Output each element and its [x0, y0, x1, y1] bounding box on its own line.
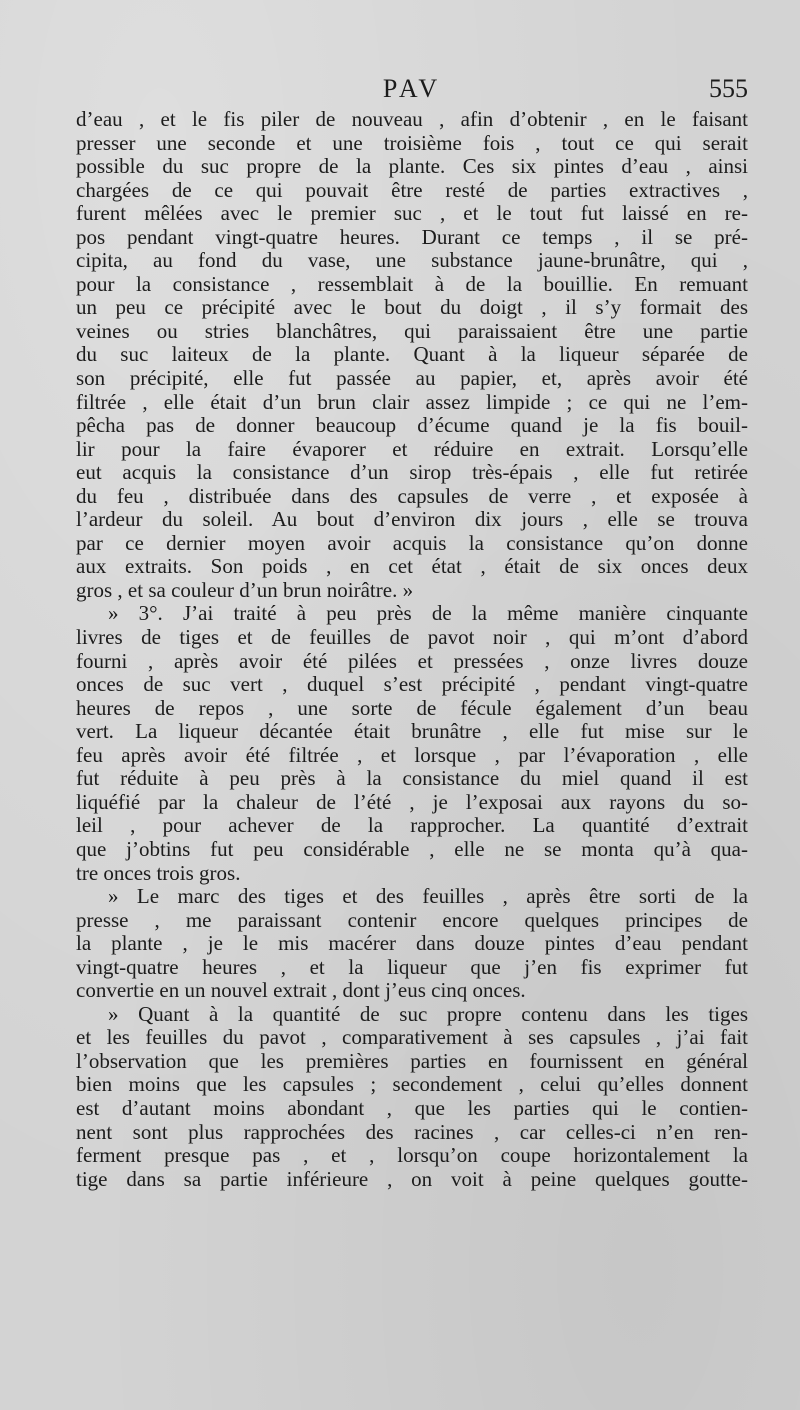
text-line: la plante , je le mis macérer dans douze pintes d’eau pendant — [76, 931, 748, 956]
text-line: vert. La liqueur décantée était brunâtre , elle fut mise sur le — [76, 719, 748, 744]
text-line: cipita, au fond du vase, une substance jaune-brunâtre, qui , — [76, 248, 748, 273]
text-line: filtrée , elle était d’un brun clair assez limpide ; ce qui ne l’em- — [76, 389, 748, 414]
text-line: lir pour la faire évaporer et réduire en extrait. Lorsqu’elle — [76, 436, 748, 461]
text-line: tige dans sa partie inférieure , on voit à peine quelques goutte- — [76, 1166, 748, 1191]
text-line: feu après avoir été filtrée , et lorsque , par l’évaporation , elle — [76, 742, 748, 767]
text-line: eut acquis la consistance d’un sirop très-épais , elle fut retirée — [76, 460, 748, 485]
body-text — [76, 108, 748, 1191]
text-line: vingt-quatre heures , et la liqueur que j’en fis exprimer fut — [76, 954, 748, 979]
text-line: l’observation que les premières parties en fournissent en général — [76, 1048, 748, 1073]
text-line: presser une seconde et une troisième fois , tout ce qui serait — [76, 130, 748, 155]
text-line: son précipité, elle fut passée au papier, et, après avoir été — [76, 366, 748, 391]
running-head: PAV — [382, 74, 442, 103]
text-line: pour la consistance , ressemblait à de la bouillie. En remuant — [76, 271, 748, 296]
text-line: » Le marc des tiges et des feuilles , après être sorti de la — [108, 884, 748, 909]
text-line: ferment presque pas , et , lorsqu’on coupe horizontalement la — [76, 1143, 748, 1168]
text-line: heures de repos , une sorte de fécule également d’un beau — [76, 695, 748, 720]
text-line: convertie en un nouvel extrait , dont j’eus cinq onces. — [76, 978, 526, 1003]
text-line: » 3°. J’ai traité à peu près de la même manière cinquante — [108, 601, 748, 626]
text-line: livres de tiges et de feuilles de pavot noir , qui m’ont d’abord — [76, 625, 748, 650]
page-number: 555 — [709, 74, 748, 103]
text-line: presse , me paraissant contenir encore quelques principes de — [76, 907, 748, 932]
text-line: un peu ce précipité avec le bout du doigt , il s’y formait des — [76, 295, 748, 320]
text-line: veines ou stries blanchâtres, qui paraissaient être une partie — [76, 318, 748, 343]
text-line: du suc laiteux de la plante. Quant à la liqueur séparée de — [76, 342, 748, 367]
text-line: que j’obtins fut peu considérable , elle ne se monta qu’à qua- — [76, 836, 748, 861]
text-line: furent mêlées avec le premier suc , et le tout fut laissé en re- — [76, 201, 748, 226]
page-header — [76, 74, 748, 106]
text-line: fourni , après avoir été pilées et pressées , onze livres douze — [76, 648, 748, 673]
text-line: l’ardeur du soleil. Au bout d’environ dix jours , elle se trouva — [76, 507, 748, 532]
text-line: onces de suc vert , duquel s’est précipité , pendant vingt-quatre — [76, 672, 748, 697]
text-line: tre onces trois gros. — [76, 860, 241, 885]
text-line: liquéfié par la chaleur de l’été , je l’exposai aux rayons du so- — [76, 789, 748, 814]
text-line: d’eau , et le fis piler de nouveau , afin d’obtenir , en le faisant — [76, 107, 748, 131]
text-line: nent sont plus rapprochées des racines , car celles-ci n’en ren- — [76, 1119, 748, 1144]
text-line: chargées de ce qui pouvait être resté de parties extractives , — [76, 177, 748, 202]
text-line: et les feuilles du pavot , comparativement à ses capsules , j’ai fait — [76, 1025, 748, 1050]
text-line: pêcha pas de donner beaucoup d’écume quand je la fis bouil- — [76, 413, 748, 438]
text-line: pos pendant vingt-quatre heures. Durant ce temps , il se pré- — [76, 224, 748, 249]
text-line: par ce dernier moyen avoir acquis la consistance qu’on donne — [76, 530, 748, 555]
text-line: aux extraits. Son poids , en cet état , était de six onces deux — [76, 554, 748, 579]
text-line: leil , pour achever de la rapprocher. La quantité d’extrait — [76, 813, 748, 838]
text-line: bien moins que les capsules ; secondement , celui qu’elles donnent — [76, 1072, 748, 1097]
text-line: du feu , distribuée dans des capsules de verre , et exposée à — [76, 483, 748, 508]
text-line: gros , et sa couleur d’un brun noirâtre. » — [76, 577, 414, 602]
text-line: possible du suc propre de la plante. Ces six pintes d’eau , ainsi — [76, 154, 748, 179]
text-line: » Quant à la quantité de suc propre contenu dans les tiges — [108, 1001, 748, 1026]
text-line: fut réduite à peu près à la consistance du miel quand il est — [76, 766, 748, 791]
text-line: est d’autant moins abondant , que les parties qui le contien- — [76, 1095, 748, 1120]
